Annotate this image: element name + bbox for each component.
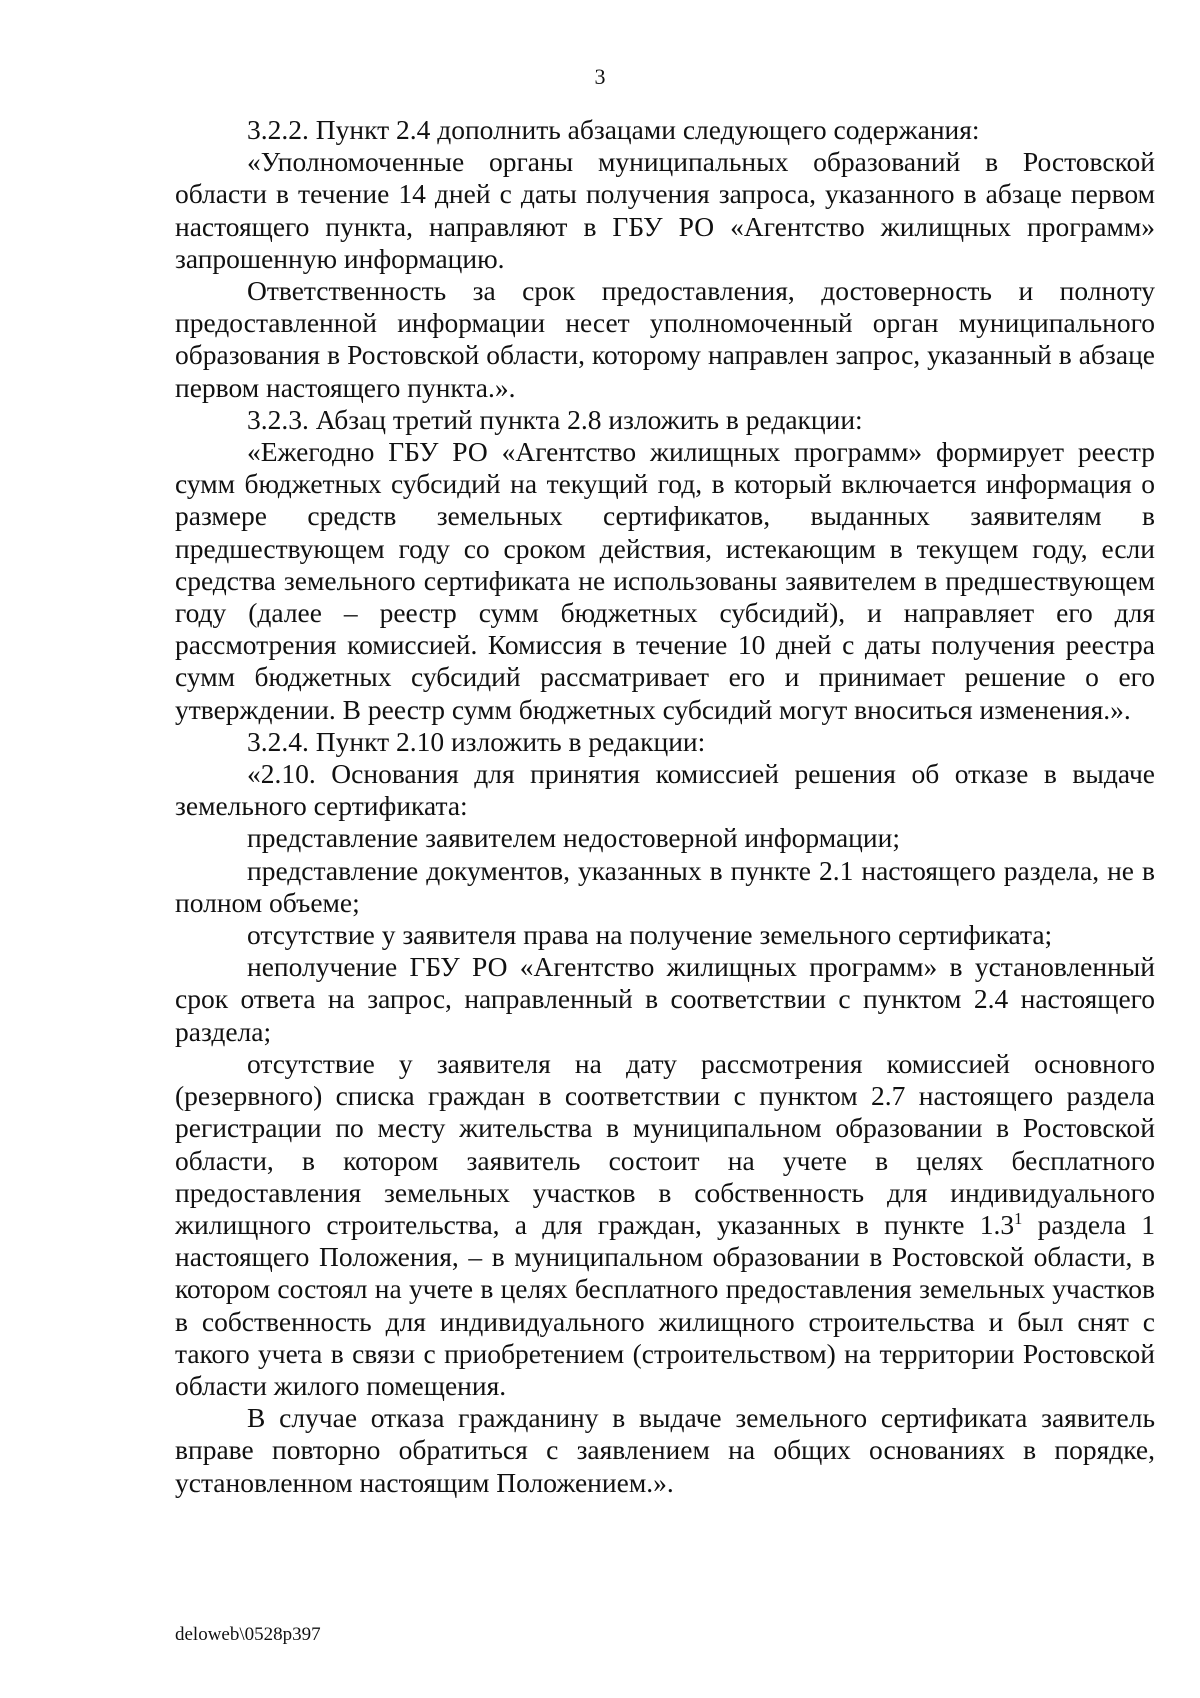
paragraph: 3.2.4. Пункт 2.10 изложить в редакции: bbox=[247, 725, 706, 757]
paragraph-text-after: раздела 1 настоящего Положения, – в муниципальном образовании в Ростовской области, в котором состоял на учете в целях бесплатного предоставления земельных участков в собственность для индивидуального жилищного строительства и был снят с такого учета в связи с приобретением (строительством) на территории Ростовской области жилого помещения. bbox=[175, 1208, 1156, 1401]
paragraph: «Ежегодно ГБУ РО «Агентство жилищных программ» формирует реестр сумм бюджетных субсидий на текущий год, в который включается информация о размере средств земельных сертификатов, выданных заявителям в предшествующем году со сроком действия, истекающим в текущем году, если средства земельного сертификата не использованы заявителем в предшествующем году (далее – реестр сумм бюджетных субсидий), и направляет его для рассмотрения комиссией. Комиссия в течение 10 дней с даты получения реестра сумм бюджетных субсидий рассматривает его и принимает решение о его утверждении. В реестр сумм бюджетных субсидий могут вноситься изменения.». bbox=[175, 436, 1155, 725]
paragraph: «Уполномоченные органы муниципальных образований в Ростовской области в течение 14 дней с даты получения запроса, указанного в абзаце первом настоящего пункта, направляют в ГБУ РО «Агентство жилищных программ» запрошенную информацию. bbox=[175, 146, 1155, 274]
paragraph: В случае отказа гражданину в выдаче земельного сертификата заявитель вправе повторно обратиться с заявлением на общих основаниях в порядке, установленном настоящим Положением.». bbox=[175, 1402, 1155, 1498]
paragraph: отсутствие у заявителя права на получение земельного сертификата; bbox=[247, 919, 1053, 951]
paragraph-with-footnote bbox=[175, 1048, 1155, 1402]
paragraph: неполучение ГБУ РО «Агентство жилищных программ» в установленный срок ответа на запрос, направленный в соответствии с пунктом 2.4 настоящего раздела; bbox=[175, 951, 1155, 1047]
paragraph: Ответственность за срок предоставления, достоверность и полноту предоставленной информации несет уполномоченный орган муниципального образования в Ростовской области, которому направлен запрос, указанный в абзаце первом настоящего пункта.». bbox=[175, 275, 1155, 403]
superscript: 1 bbox=[1014, 1208, 1023, 1228]
paragraph: 3.2.2. Пункт 2.4 дополнить абзацами следующего содержания: bbox=[247, 114, 980, 145]
paragraph-text-before: отсутствие у заявителя на дату рассмотрения комиссией основного (резервного) списка граждан в соответствии с пунктом 2.7 настоящего раздела регистрации по месту жительства в муниципальном образовании в Ростовской области, в котором заявитель состоит на учете в целях бесплатного предоставления земельных участков в собственность для индивидуального жилищного строительства, а для граждан, указанных в пункте 1.3 bbox=[175, 1047, 1155, 1240]
paragraph: представление документов, указанных в пункте 2.1 настоящего раздела, не в полном объеме; bbox=[175, 854, 1155, 918]
page-number: 3 bbox=[594, 64, 606, 89]
paragraph: представление заявителем недостоверной информации; bbox=[247, 822, 900, 854]
footer-doc-id: deloweb\0528p397 bbox=[175, 1624, 321, 1645]
paragraph: 3.2.3. Абзац третий пункта 2.8 изложить в редакции: bbox=[247, 403, 863, 435]
document-body bbox=[175, 114, 1155, 1499]
paragraph: «2.10. Основания для принятия комиссией решения об отказе в выдаче земельного сертификата: bbox=[175, 758, 1155, 822]
